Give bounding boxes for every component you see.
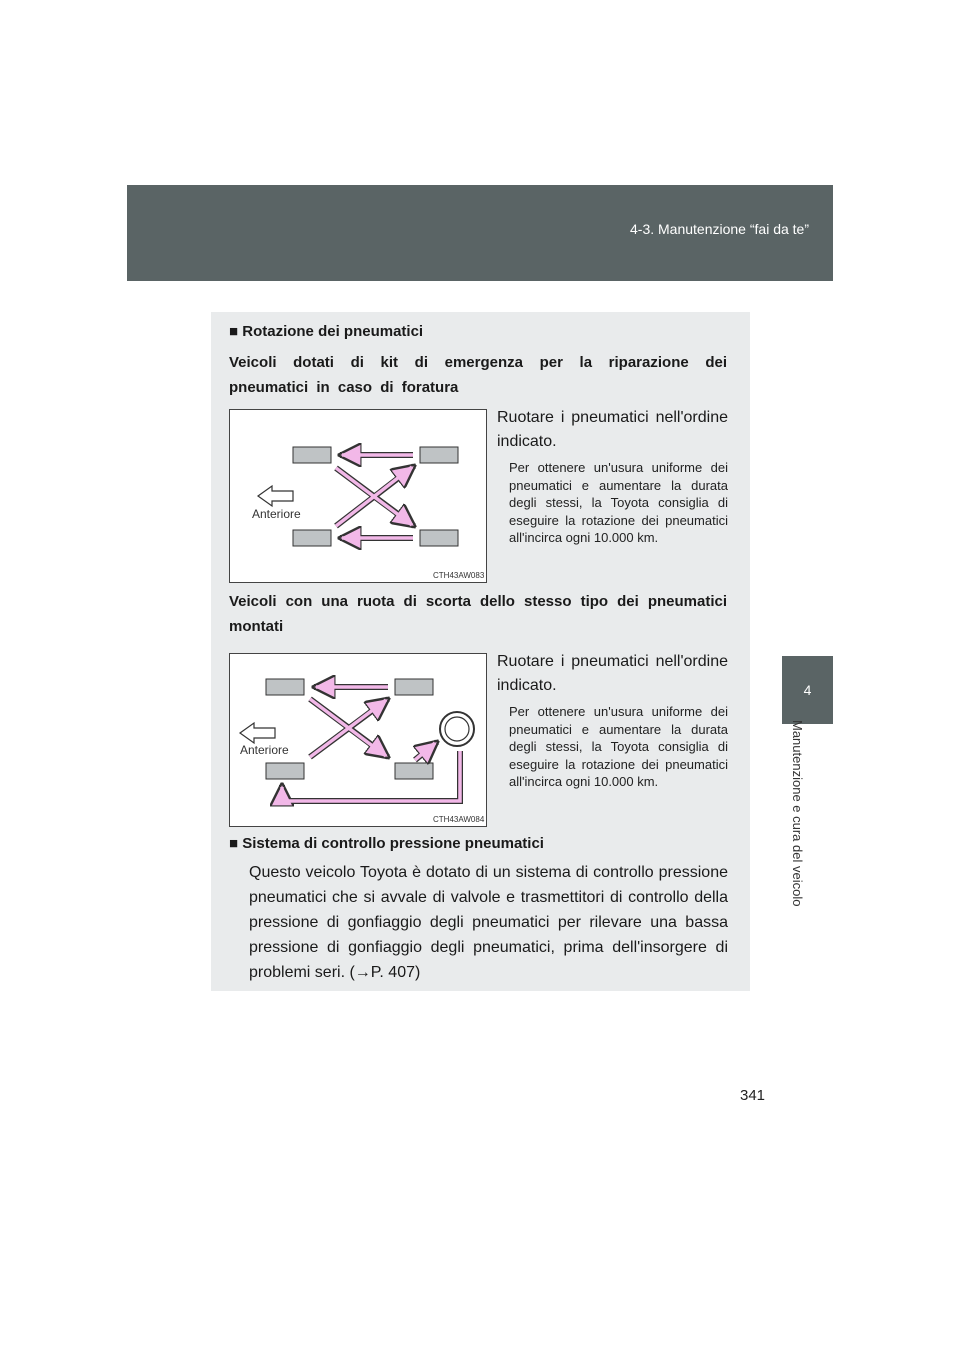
header-bar — [127, 185, 833, 281]
front-label: Anteriore — [240, 743, 289, 757]
figure-code: CTH43AW084 — [433, 815, 485, 824]
case1-note: Per ottenere un'usura uniforme dei pneumatici e aumentare la durata degli stessi, la Toyota consiglia di eseguire la rotazione dei pneumatici all'incirca ogni 10.000 km. — [509, 460, 728, 545]
front-arrow-icon — [258, 486, 293, 506]
tire-front-left — [266, 679, 304, 695]
section-title: 4-3. Manutenzione “fai da te” — [630, 221, 809, 237]
case1-instruction: Ruotare i pneumatici nell'ordine indicato. — [497, 409, 728, 450]
rotation-heading-text: Rotazione dei pneumatici — [242, 323, 424, 340]
page-number: 341 — [740, 1087, 766, 1104]
tire-rear-left — [395, 679, 433, 695]
front-arrow-icon — [240, 723, 275, 743]
rotation-diagram-2 — [230, 654, 486, 826]
chapter-label-text: Manutenzione e cura del veicolo — [790, 720, 805, 907]
case2-instruction: Ruotare i pneumatici nell'ordine indicato. — [497, 653, 728, 694]
chapter-tab-number: 4 — [782, 656, 833, 724]
front-label: Anteriore — [252, 507, 301, 521]
rotation-diagram-1 — [230, 410, 486, 582]
tire-front-right — [266, 763, 304, 779]
rotation-figure-1 — [229, 409, 487, 583]
case2-note: Per ottenere un'usura uniforme dei pneumatici e aumentare la durata degli stessi, la Toyota consiglia di eseguire la rotazione dei pneumatici all'incirca ogni 10.000 km. — [509, 704, 728, 789]
tire-front-left — [293, 447, 331, 463]
tire-rear-left — [420, 447, 458, 463]
tpms-heading-text: Sistema di controllo pressione pneumatici — [242, 835, 544, 852]
info-panel — [211, 312, 750, 991]
bullet-square: ■ — [229, 835, 239, 852]
tpms-heading — [229, 835, 544, 852]
bullet-square: ■ — [229, 323, 239, 340]
tire-rear-right — [395, 763, 433, 779]
case1-title: Veicoli dotati di kit di emergenza per la riparazione dei pneumatici in caso di foratura — [229, 354, 727, 396]
tire-front-right — [293, 530, 331, 546]
chapter-tab-label — [770, 720, 840, 950]
rotation-figure-2 — [229, 653, 487, 827]
case2-title: Veicoli con una ruota di scorta dello stesso tipo dei pneumatici montati — [229, 593, 727, 635]
tpms-paragraph: Questo veicolo Toyota è dotato di un sistema di controllo pressione pneumatici che si avvale di valvole e trasmettitori di controllo della pressione di gonfiaggio degli pneumatici per rilevare una bassa pressione di gonfiaggio degli pneumatici, prima dell'insorgere di problemi seri. (→P. 407) — [249, 864, 728, 981]
figure-code: CTH43AW083 — [433, 571, 485, 580]
rotation-heading — [229, 323, 423, 340]
tire-rear-right — [420, 530, 458, 546]
